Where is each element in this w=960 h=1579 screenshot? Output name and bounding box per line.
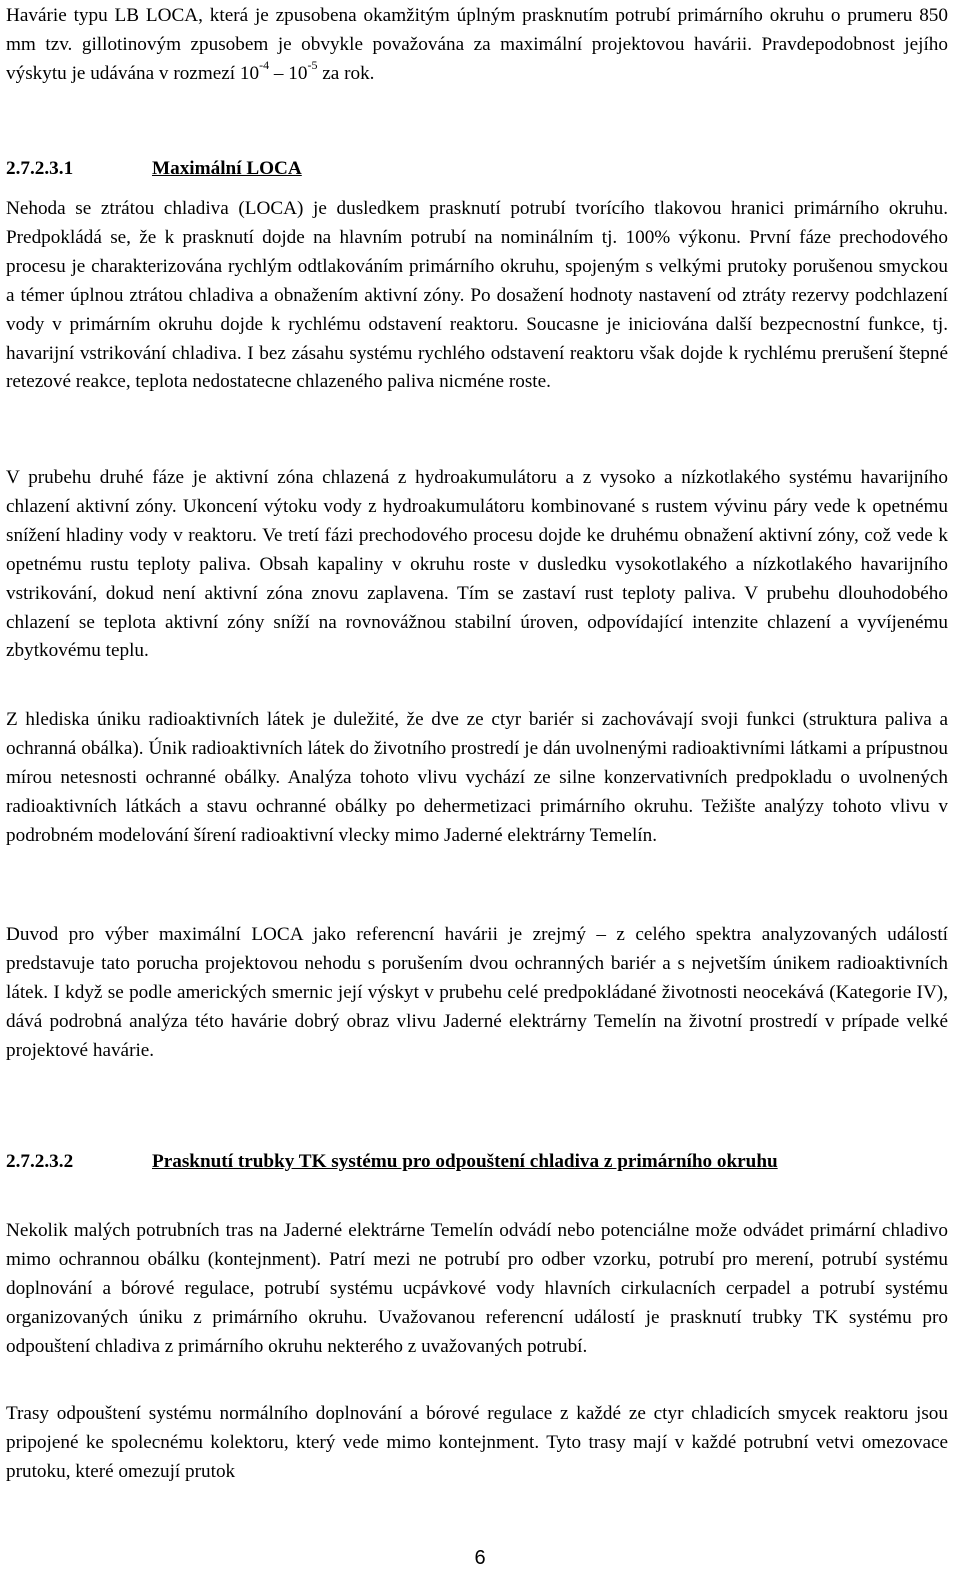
page-number: 6 (474, 1547, 486, 1569)
intro-paragraph (6, 2, 948, 89)
exponent: -5 (307, 58, 318, 73)
body-paragraph: Nekolik malých potrubních tras na Jaderné elektrárne Temelín odvádí nebo potenciálne može odvádet primární chladivo mimo ochrannou obálku (kontejnment). Patrí mezi ne potrubí pro odber vzorku, potrubí pro merení, potrubí systému doplnování a bórové regulace, potrubí systému ucpávkové vody hlavních cirkulacních cerpadel a potrubí systému organizovaných úniku z primárního okruhu. Uvažovanou referencní událostí je prasknutí trubky TK systému pro odpouštení chladiva z primárního okruhu nekterého z uvažovaných potrubí. (6, 1220, 948, 1357)
section-title: Prasknutí trubky TK systému pro odpouštení chladiva z primárního okruhu (152, 1151, 778, 1172)
body-paragraph: Z hlediska úniku radioaktivních látek je duležité, že dve ze ctyr bariér si zachovávají svoji funkci (struktura paliva a ochranná obálka). Únik radioaktivních látek do životního prostredí je dán uvolnenými radioaktivními látkami a prípustnou mírou netesnosti ochranné obálky. Analýza tohoto vlivu vychází ze silne konzervativních predpokladu o uvolnených radioaktivních látkách a stavu ochranné obálky po dehermetizaci primárního okruhu. Težište analýzy tohoto vlivu v podrobném modelování šírení radioaktivní vlecky mimo Jaderné elektrárny Temelín. (6, 709, 948, 846)
body-paragraph: Duvod pro výber maximální LOCA jako referencní havárii je zrejmý – z celého spektra analyzovaných událostí predstavuje tato porucha projektovou nehodu s porušením dvou ochranných bariér a s nejvetším únikem radioaktivních látek. I když se podle amerických smernic její výskyt v prubehu celé predpokládané životnosti neocekává (Kategorie IV), dává podrobná analýza této havárie dobrý obraz vlivu Jaderné elektrárny Temelín na životní prostredí v prípade velké projektové havárie. (6, 924, 948, 1061)
section-heading-maximalni-loca (6, 155, 948, 184)
body-paragraph: Nehoda se ztrátou chladiva (LOCA) je dusledkem prasknutí potrubí tvorícího tlakovou hranici primárního okruhu. Predpokládá se, že k prasknutí dojde na hlavním potrubí na nominálním tj. 100% výkonu. První fáze prechodového procesu je charakterizována rychlým odtlakováním primárního okruhu, spojeným s velkými prutoky porušenou smyckou a témer úplnou ztrátou chladiva a obnažením aktivní zóny. Po dosažení hodnoty nastavení od ztráty rezervy podchlazení vody v primárním okruhu dojde k rychlému odstavení reaktoru. Soucasne je iniciována další bezpecnostní funkce, tj. havarijní vstrikování chladiva. I bez zásahu systému rychlého odstavení reaktoru však dojde k rychlému prerušení štepné retezové reakce, teplota nedostatecne chlazeného paliva nicméne roste. (6, 198, 948, 393)
section-number: 2.7.2.3.2 (6, 1151, 74, 1172)
body-paragraph: Trasy odpouštení systému normálního doplnování a bórové regulace z každé ze ctyr chladicích smycek reaktoru jsou pripojené ke spolecnému kolektoru, který vede mimo kontejnment. Tyto trasy mají v každé potrubní vetvi omezovace prutoku, které omezují prutok (6, 1403, 948, 1482)
section-heading-prasknuti-trubky (6, 1148, 948, 1206)
exponent: -4 (259, 58, 270, 73)
body-paragraph: V prubehu druhé fáze je aktivní zóna chlazená z hydroakumulátoru a z vysoko a nízkotlakého systému havarijního chlazení aktivní zóny. Ukoncení výtoku vody z hydroakumulátoru kombinované s rustem vývinu páry vede k opetnému snížení hladiny vody v reaktoru. Ve tretí fázi prechodového procesu dojde ke druhému obnažení aktivní zóny, což vede k opetnému rustu teploty paliva. Obsah kapaliny v okruhu roste v dusledku vysokotlakého a nízkotlakého havarijního vstrikování, dokud není aktivní zóna znovu zaplavena. Tím se zastaví rust teploty paliva. V prubehu dlouhodobého chlazení se teplota aktivní zóny sníží na rovnovážnou stabilní úroven, odpovídající intenzite chlazení a vyvíjenému zbytkovému teplu. (6, 467, 948, 662)
section-number: 2.7.2.3.1 (6, 158, 74, 179)
intro-text: za rok. (317, 62, 375, 84)
intro-text: Havárie typu LB LOCA, která je zpusobena okamžitým úplným prasknutím potrubí primárního okruhu o prumeru 850 mm tzv. gillotinovým zpusobem je obvykle považována za maximální projektovou havárii. Pravdepodobnost jejího výskytu je udávána v rozmezí 10 (6, 5, 948, 84)
section-title: Maximální LOCA (152, 158, 302, 179)
intro-text: – 10 (269, 62, 308, 84)
